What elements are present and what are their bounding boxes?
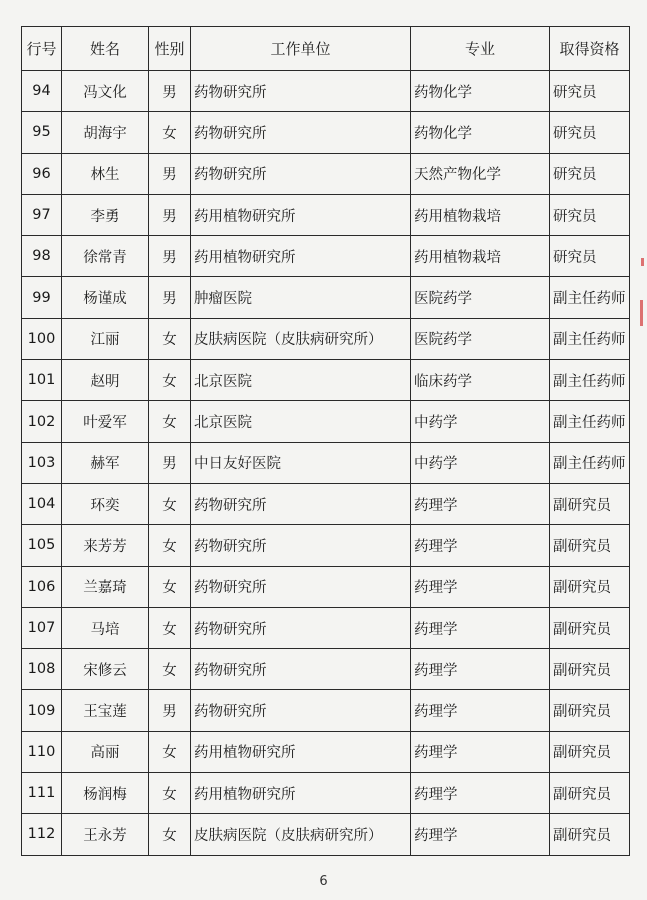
table-row	[22, 401, 630, 442]
cell-qualification: 副研究员	[550, 649, 630, 690]
cell-row-number: 96	[22, 153, 62, 194]
cell-gender: 女	[149, 401, 191, 442]
cell-row-number: 103	[22, 442, 62, 483]
cell-gender: 女	[149, 483, 191, 524]
header-specialty: 专业	[411, 27, 550, 71]
cell-work-unit: 北京医院	[191, 360, 411, 401]
cell-work-unit: 药用植物研究所	[191, 731, 411, 772]
cell-qualification: 副研究员	[550, 814, 630, 855]
cell-row-number: 109	[22, 690, 62, 731]
cell-name: 赵明	[62, 360, 149, 401]
table-body	[22, 71, 630, 856]
table-row	[22, 731, 630, 772]
cell-specialty: 药理学	[411, 773, 550, 814]
cell-gender: 女	[149, 814, 191, 855]
cell-specialty: 中药学	[411, 442, 550, 483]
cell-work-unit: 皮肤病医院（皮肤病研究所）	[191, 318, 411, 359]
cell-specialty: 药用植物栽培	[411, 194, 550, 235]
cell-gender: 男	[149, 690, 191, 731]
cell-gender: 女	[149, 649, 191, 690]
cell-specialty: 药用植物栽培	[411, 236, 550, 277]
cell-qualification: 副研究员	[550, 773, 630, 814]
cell-work-unit: 药物研究所	[191, 525, 411, 566]
table-row	[22, 194, 630, 235]
cell-gender: 女	[149, 525, 191, 566]
cell-name: 叶爱军	[62, 401, 149, 442]
cell-gender: 男	[149, 277, 191, 318]
cell-specialty: 天然产物化学	[411, 153, 550, 194]
cell-gender: 男	[149, 236, 191, 277]
table-row	[22, 318, 630, 359]
cell-row-number: 104	[22, 483, 62, 524]
table-row	[22, 236, 630, 277]
cell-row-number: 112	[22, 814, 62, 855]
cell-row-number: 108	[22, 649, 62, 690]
cell-qualification: 副研究员	[550, 607, 630, 648]
cell-specialty: 药理学	[411, 566, 550, 607]
table-row	[22, 71, 630, 112]
table-row	[22, 277, 630, 318]
cell-specialty: 医院药学	[411, 318, 550, 359]
cell-qualification: 副主任药师	[550, 442, 630, 483]
cell-work-unit: 药物研究所	[191, 153, 411, 194]
cell-row-number: 107	[22, 607, 62, 648]
cell-specialty: 中药学	[411, 401, 550, 442]
cell-gender: 男	[149, 442, 191, 483]
header-name: 姓名	[62, 27, 149, 71]
cell-work-unit: 药物研究所	[191, 71, 411, 112]
cell-specialty: 医院药学	[411, 277, 550, 318]
cell-work-unit: 药物研究所	[191, 566, 411, 607]
cell-work-unit: 药用植物研究所	[191, 773, 411, 814]
cell-row-number: 99	[22, 277, 62, 318]
cell-name: 环奕	[62, 483, 149, 524]
cell-work-unit: 药物研究所	[191, 112, 411, 153]
table-row	[22, 442, 630, 483]
cell-qualification: 研究员	[550, 194, 630, 235]
table-row	[22, 112, 630, 153]
cell-row-number: 98	[22, 236, 62, 277]
cell-name: 王永芳	[62, 814, 149, 855]
cell-row-number: 102	[22, 401, 62, 442]
cell-qualification: 副研究员	[550, 731, 630, 772]
cell-qualification: 副研究员	[550, 525, 630, 566]
cell-qualification: 研究员	[550, 71, 630, 112]
cell-name: 李勇	[62, 194, 149, 235]
cell-specialty: 药理学	[411, 649, 550, 690]
cell-row-number: 100	[22, 318, 62, 359]
cell-name: 马培	[62, 607, 149, 648]
header-work-unit: 工作单位	[191, 27, 411, 71]
cell-qualification: 研究员	[550, 112, 630, 153]
cell-qualification: 副主任药师	[550, 318, 630, 359]
cell-name: 胡海宇	[62, 112, 149, 153]
cell-name: 王宝莲	[62, 690, 149, 731]
header-gender: 性别	[149, 27, 191, 71]
cell-gender: 男	[149, 194, 191, 235]
cell-qualification: 研究员	[550, 236, 630, 277]
header-row-number: 行号	[22, 27, 62, 71]
cell-work-unit: 药用植物研究所	[191, 194, 411, 235]
cell-qualification: 副研究员	[550, 566, 630, 607]
table-row	[22, 153, 630, 194]
cell-work-unit: 皮肤病医院（皮肤病研究所）	[191, 814, 411, 855]
cell-gender: 男	[149, 71, 191, 112]
cell-work-unit: 药用植物研究所	[191, 236, 411, 277]
cell-gender: 男	[149, 153, 191, 194]
table-row	[22, 525, 630, 566]
personnel-table	[21, 26, 630, 856]
cell-name: 徐常青	[62, 236, 149, 277]
cell-row-number: 97	[22, 194, 62, 235]
table-row	[22, 566, 630, 607]
table-row	[22, 814, 630, 855]
cell-work-unit: 药物研究所	[191, 483, 411, 524]
table-row	[22, 360, 630, 401]
table-header-row	[22, 27, 630, 71]
cell-row-number: 101	[22, 360, 62, 401]
cell-specialty: 药理学	[411, 607, 550, 648]
header-qualification: 取得资格	[550, 27, 630, 71]
cell-specialty: 药理学	[411, 814, 550, 855]
cell-row-number: 105	[22, 525, 62, 566]
cell-gender: 女	[149, 731, 191, 772]
table-row	[22, 690, 630, 731]
cell-specialty: 药理学	[411, 483, 550, 524]
cell-qualification: 副主任药师	[550, 360, 630, 401]
cell-specialty: 药物化学	[411, 71, 550, 112]
cell-name: 杨谨成	[62, 277, 149, 318]
table-row	[22, 607, 630, 648]
cell-qualification: 副主任药师	[550, 277, 630, 318]
cell-specialty: 药理学	[411, 731, 550, 772]
cell-qualification: 研究员	[550, 153, 630, 194]
cell-specialty: 临床药学	[411, 360, 550, 401]
cell-work-unit: 肿瘤医院	[191, 277, 411, 318]
cell-specialty: 药理学	[411, 690, 550, 731]
cell-name: 来芳芳	[62, 525, 149, 566]
page-number: 6	[319, 874, 328, 889]
scan-edge-mark	[641, 258, 644, 266]
cell-row-number: 110	[22, 731, 62, 772]
cell-row-number: 95	[22, 112, 62, 153]
cell-gender: 女	[149, 607, 191, 648]
cell-specialty: 药物化学	[411, 112, 550, 153]
cell-name: 赫军	[62, 442, 149, 483]
scan-edge-mark	[640, 300, 643, 326]
cell-work-unit: 中日友好医院	[191, 442, 411, 483]
cell-row-number: 106	[22, 566, 62, 607]
cell-row-number: 111	[22, 773, 62, 814]
cell-work-unit: 药物研究所	[191, 690, 411, 731]
table-row	[22, 649, 630, 690]
cell-row-number: 94	[22, 71, 62, 112]
cell-gender: 女	[149, 773, 191, 814]
cell-name: 兰嘉琦	[62, 566, 149, 607]
cell-gender: 女	[149, 112, 191, 153]
cell-name: 杨润梅	[62, 773, 149, 814]
cell-specialty: 药理学	[411, 525, 550, 566]
cell-gender: 女	[149, 318, 191, 359]
cell-qualification: 副研究员	[550, 483, 630, 524]
cell-work-unit: 药物研究所	[191, 607, 411, 648]
cell-qualification: 副研究员	[550, 690, 630, 731]
cell-gender: 女	[149, 360, 191, 401]
table-row	[22, 773, 630, 814]
table-row	[22, 483, 630, 524]
cell-qualification: 副主任药师	[550, 401, 630, 442]
cell-name: 江丽	[62, 318, 149, 359]
cell-gender: 女	[149, 566, 191, 607]
cell-work-unit: 药物研究所	[191, 649, 411, 690]
cell-name: 林生	[62, 153, 149, 194]
cell-name: 宋修云	[62, 649, 149, 690]
cell-name: 高丽	[62, 731, 149, 772]
cell-name: 冯文化	[62, 71, 149, 112]
cell-work-unit: 北京医院	[191, 401, 411, 442]
